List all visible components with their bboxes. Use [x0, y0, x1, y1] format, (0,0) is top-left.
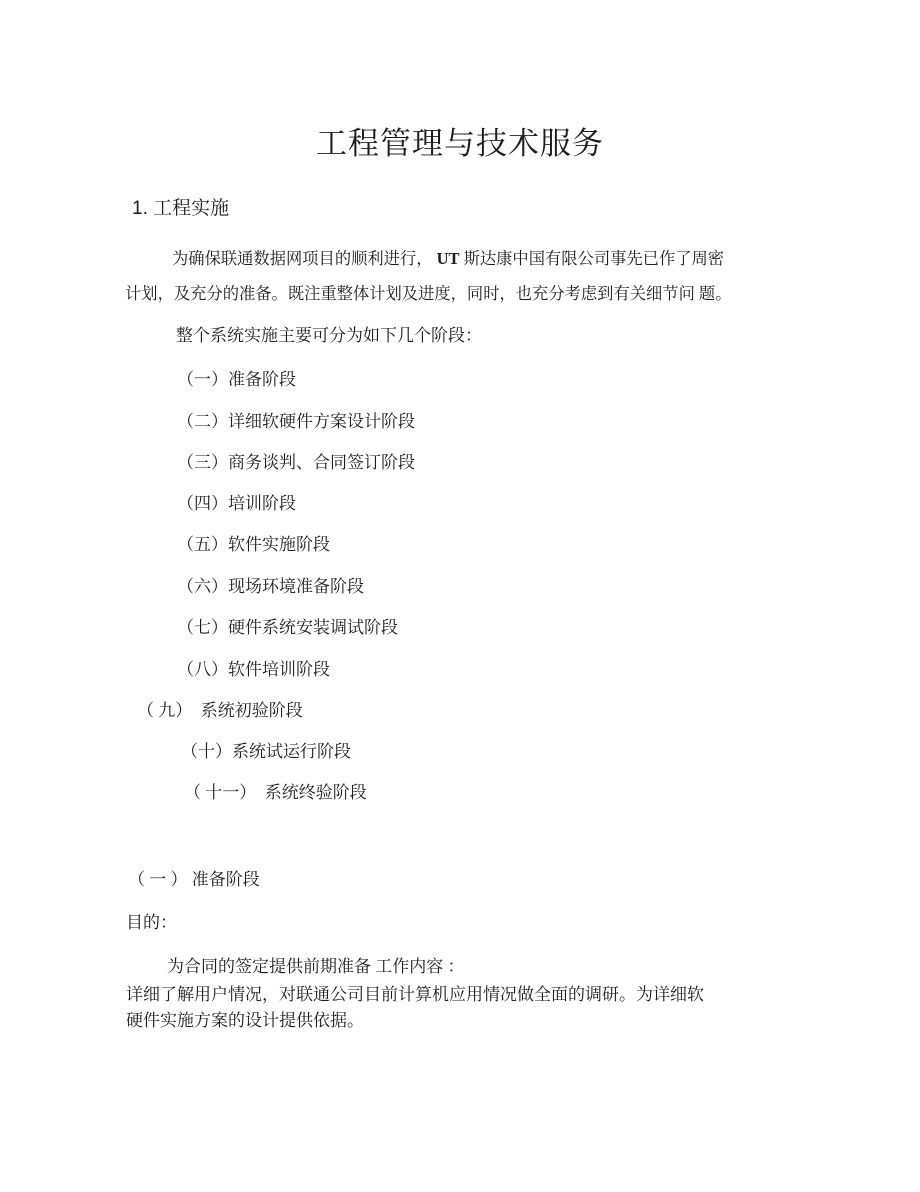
phases-lead-in: 整个系统实施主要可分为如下几个阶段： — [176, 326, 482, 345]
phase-item-6: （六）现场环境准备阶段 — [177, 577, 364, 596]
subsection-heading-preparation: （ 一 ） 准备阶段 — [128, 870, 260, 889]
phase-item-5: （五）软件实施阶段 — [177, 535, 330, 554]
brand-name: UT — [436, 249, 460, 268]
purpose-body-line-3: 硬件实施方案的设计提供依据。 — [126, 1011, 364, 1030]
phase-item-3: （三）商务谈判、合同签订阶段 — [177, 453, 415, 472]
phase-item-8: （八）软件培训阶段 — [177, 660, 330, 679]
purpose-label: 目的： — [126, 913, 177, 932]
intro-line-1-pre: 为确保联通数据网项目的顺利进行， — [172, 249, 437, 268]
section-heading-numbered — [132, 193, 229, 220]
purpose-body-line-2: 详细了解用户情况，对联通公司目前计算机应用情况做全面的调研。为详细软 — [126, 985, 704, 1004]
section-heading-label: 工程实施 — [153, 198, 230, 219]
phase-item-11: （ 十一） 系统终验阶段 — [184, 783, 367, 802]
phase-item-10: （十）系统试运行阶段 — [181, 742, 351, 761]
phase-item-1: （一）准备阶段 — [177, 370, 296, 389]
phase-item-2: （二）详细软硬件方案设计阶段 — [177, 412, 415, 431]
intro-paragraph-line-2: 计划，及充分的准备。既注重整体计划及进度，同时，也充分考虑到有关细节问 题。 — [125, 284, 732, 303]
purpose-body-line-1: 为合同的签定提供前期准备 工作内容 ： — [167, 957, 465, 976]
document-title: 工程管理与技术服务 — [316, 126, 604, 161]
section-heading-number: 1. — [132, 198, 154, 219]
phase-item-7: （七）硬件系统安装调试阶段 — [177, 618, 398, 637]
intro-line-1-post: 斯达康中国有限公司事先已作了周密 — [459, 249, 725, 268]
intro-paragraph-line-1 — [172, 249, 724, 270]
phase-item-4: （四）培训阶段 — [177, 494, 296, 513]
phase-item-9: （ 九） 系统初验阶段 — [137, 701, 303, 720]
